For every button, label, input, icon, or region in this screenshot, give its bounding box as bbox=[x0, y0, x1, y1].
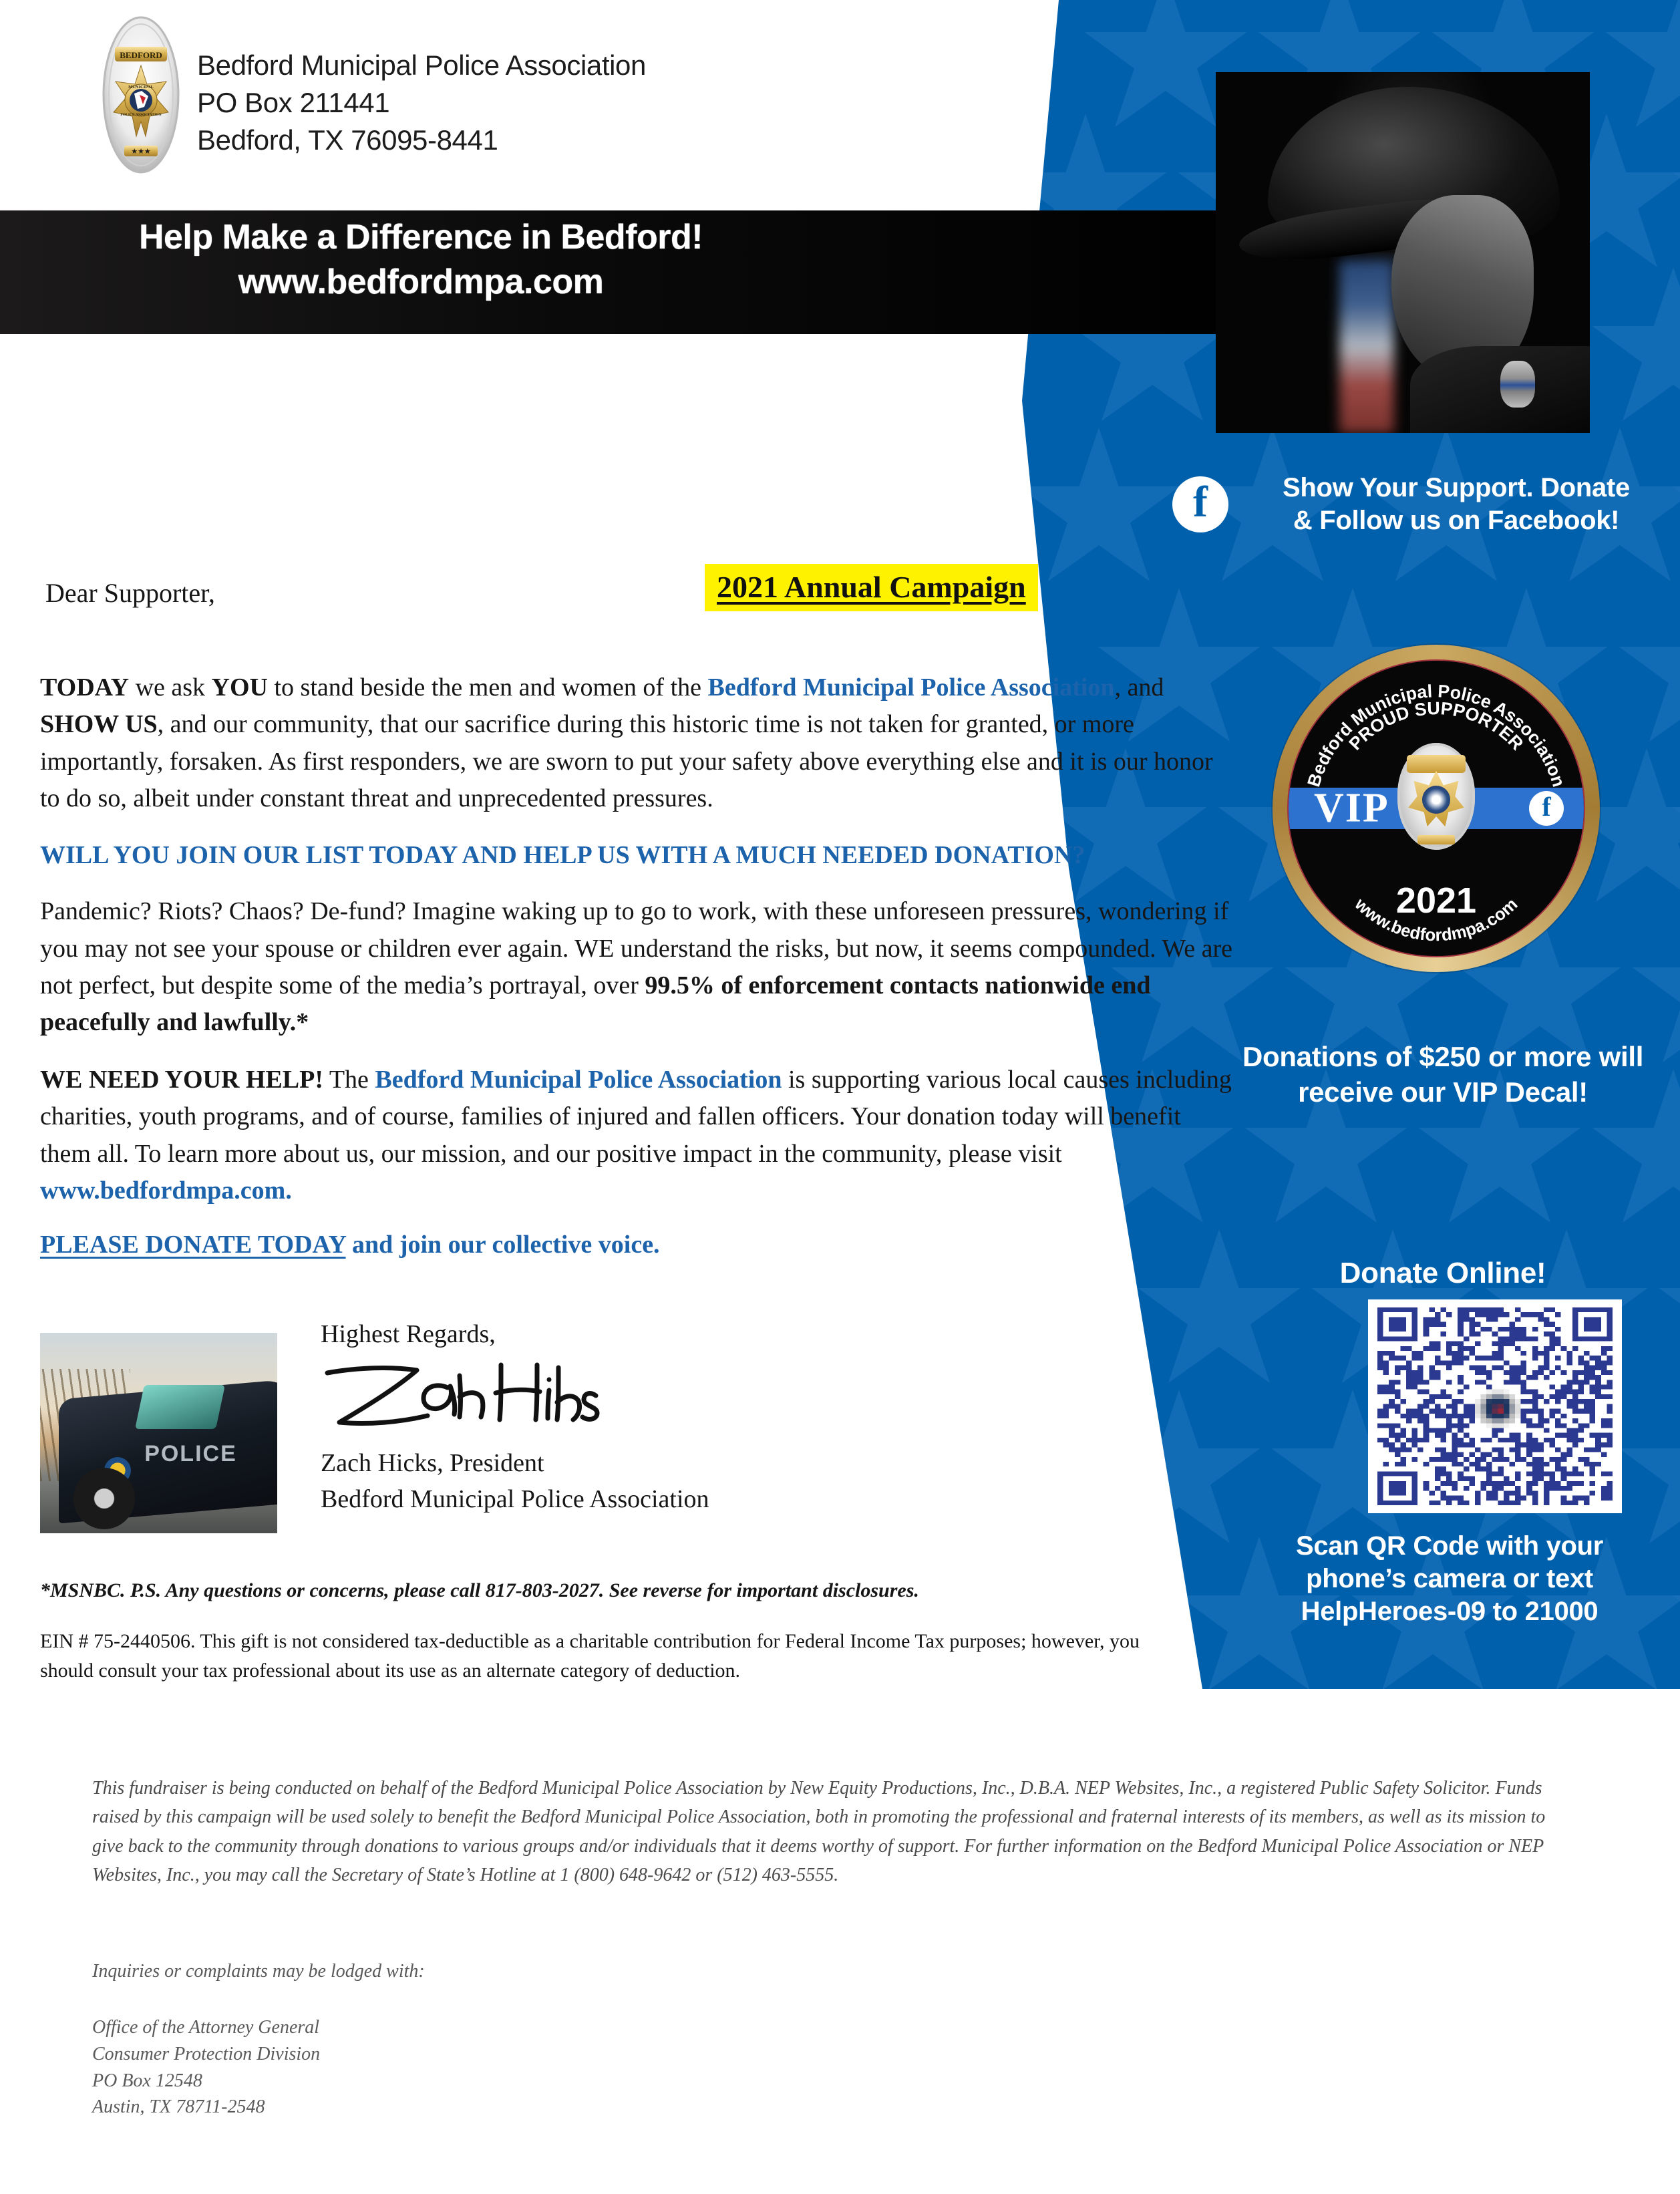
seal-arc-top-label: Bedford Municipal Police Association bbox=[1303, 681, 1569, 790]
signature-block bbox=[40, 1319, 908, 1547]
svg-text:MUNICIPAL: MUNICIPAL bbox=[128, 85, 154, 90]
banner-website[interactable]: www.bedfordmpa.com bbox=[238, 262, 604, 301]
p3-org-link[interactable]: Bedford Municipal Police Association bbox=[375, 1065, 782, 1094]
solicitor-disclosure: This fundraiser is being conducted on behalf of the Bedford Municipal Police Association by New Equity Productions, Inc., D.B.A. NEP Websites, Inc., a registered Public Safety Solicitor. Funds raised by this campaign will be used solely to benefit the Bedford Municipal Police Association, both in promoting the professional and fraternal interests of its members, as well as its mission to give back to the community through donations to various groups and/or individuals that it deems worthy of support. For further information on the Bedford Municipal Police Association or NEP Websites, Inc., you may call the Secretary of State’s Hotline at 1 (800) 648-9642 or (512) 463-5555. bbox=[92, 1778, 1546, 1886]
signer-name-title: Zach Hicks, President bbox=[321, 1449, 544, 1477]
seal-arc-bottom-label: www.bedfordmpa.com bbox=[1351, 895, 1522, 945]
facebook-cta-text bbox=[1246, 472, 1667, 537]
ag-po-box: PO Box 12548 bbox=[92, 2070, 202, 2091]
ein-tax-notice: EIN # 75-2440506. This gift is not considered tax-deductible as a charitable contribution for Federal Income Tax purposes; however, you should consult your tax professional about its use as an alternate category of deduction. bbox=[40, 1630, 1140, 1682]
decorative-star bbox=[1670, 1537, 1680, 1689]
facebook-icon[interactable] bbox=[1172, 476, 1228, 532]
letter-body bbox=[40, 570, 1236, 1259]
letterhead-city-state-zip: Bedford, TX 76095-8441 bbox=[197, 124, 498, 156]
donation-callout: WILL YOU JOIN OUR LIST TODAY AND HELP US WITH A MUCH NEEDED DONATION? bbox=[40, 840, 1085, 869]
ag-division: Consumer Protection Division bbox=[92, 2043, 321, 2064]
p1-we-ask: we ask bbox=[129, 673, 212, 701]
decorative-star bbox=[1096, 1390, 1263, 1557]
svg-text:★★★: ★★★ bbox=[131, 148, 151, 156]
attorney-general-address bbox=[92, 2014, 320, 2121]
p1-and: , and bbox=[1114, 673, 1164, 701]
police-cruiser-photo bbox=[40, 1333, 277, 1533]
donation-qr-code[interactable] bbox=[1368, 1299, 1622, 1513]
vip-decal-seal bbox=[1273, 645, 1600, 972]
signer-org: Bedford Municipal Police Association bbox=[321, 1484, 709, 1513]
association-badge-logo bbox=[102, 15, 180, 175]
svg-text:Bedford Municipal Police Assoc bbox=[1303, 681, 1568, 789]
p1-today: TODAY bbox=[40, 673, 130, 701]
paragraph-two bbox=[40, 893, 1236, 1042]
salutation: Dear Supporter, bbox=[45, 578, 215, 608]
paragraph-three bbox=[40, 1062, 1236, 1210]
msnbc-footnote: *MSNBC. P.S. Any questions or concerns, please call 817-803-2027. See reverse for important disclosures. bbox=[40, 1579, 919, 1601]
facebook-cta-line2: & Follow us on Facebook! bbox=[1293, 506, 1620, 535]
svg-text:BEDFORD: BEDFORD bbox=[120, 50, 162, 60]
ag-city-state-zip: Austin, TX 78711-2548 bbox=[92, 2096, 265, 2118]
american-flag-blur bbox=[1339, 260, 1394, 433]
letterhead-po-box: PO Box 211441 bbox=[197, 86, 390, 118]
please-donate-today: PLEASE DONATE TODAY bbox=[40, 1230, 346, 1259]
banner-text-block bbox=[0, 215, 842, 304]
decorative-star bbox=[1015, 428, 1182, 595]
p1-org-link[interactable]: Bedford Municipal Police Association bbox=[707, 673, 1115, 701]
cruiser-police-lettering: POLICE bbox=[144, 1441, 237, 1466]
banner-headline: Help Make a Difference in Bedford! bbox=[138, 218, 703, 257]
seal-arc-text-top bbox=[1289, 661, 1584, 956]
donate-online-heading: Donate Online! bbox=[1339, 1257, 1546, 1289]
decorative-star bbox=[1617, 588, 1680, 755]
paragraph-one bbox=[40, 669, 1236, 818]
seal-year: 2021 bbox=[1395, 881, 1477, 921]
seal-vip-label: VIP bbox=[1314, 785, 1389, 831]
facebook-glyph: f bbox=[1193, 478, 1208, 526]
ag-office: Office of the Attorney General bbox=[92, 2017, 320, 2038]
seal-inner-disc bbox=[1287, 659, 1585, 957]
decorative-star bbox=[1657, 1229, 1680, 1396]
collective-voice: and join our collective voice. bbox=[345, 1230, 660, 1259]
p3-need-help: WE NEED YOUR HELP! bbox=[40, 1065, 324, 1094]
shoulder-patch bbox=[1500, 361, 1535, 408]
p1-show-us: SHOW US bbox=[40, 710, 158, 739]
seal-facebook-glyph: f bbox=[1542, 792, 1551, 822]
svg-text:POLICE ASSOCIATION: POLICE ASSOCIATION bbox=[120, 113, 162, 117]
p1-you: YOU bbox=[211, 673, 268, 701]
p2-stat: 99.5% of enforcement contacts nationwide end peacefully and lawfully.* bbox=[40, 971, 1151, 1037]
p1-rest: , and our community, that our sacrifice during this historic time is not taken for granted, or more importantly, forsaken. As first responders, we are sworn to put your safety above everything else and it is our honor to do so, albeit under constant threat and unprecedented pressures. bbox=[40, 710, 1213, 813]
letterhead-address-block bbox=[197, 47, 646, 159]
p3-the: The bbox=[323, 1065, 375, 1094]
p3-website-link[interactable]: www.bedfordmpa.com. bbox=[40, 1177, 292, 1205]
signature-text-group bbox=[321, 1319, 895, 1518]
decorative-star bbox=[1670, 114, 1680, 281]
letterhead-org: Bedford Municipal Police Association bbox=[197, 49, 646, 81]
cruiser-wheel bbox=[73, 1468, 135, 1529]
vip-decal-note: Donations of $250 or more will receive our VIP Decal! bbox=[1242, 1041, 1644, 1108]
svg-text:www.bedfordmpa.com bbox=[1351, 895, 1521, 945]
regards-line: Highest Regards, bbox=[321, 1320, 496, 1348]
inquiries-heading: Inquiries or complaints may be lodged with: bbox=[92, 1961, 425, 1982]
facebook-cta-line1: Show Your Support. Donate bbox=[1283, 473, 1630, 503]
campaign-badge: 2021 Annual Campaign bbox=[705, 564, 1038, 611]
please-donate-line bbox=[40, 1230, 1236, 1259]
decorative-star bbox=[1603, 0, 1680, 140]
officer-silhouette-photo bbox=[1216, 72, 1590, 433]
decorative-star bbox=[1590, 267, 1680, 434]
seal-arc-sub-label: PROUD SUPPORTER bbox=[1345, 698, 1528, 754]
scan-qr-instructions: Scan QR Code with your phone’s camera or text HelpHeroes-09 to 21000 bbox=[1295, 1531, 1604, 1627]
p1-stand: to stand beside the men and women of the bbox=[267, 673, 708, 701]
handwritten-signature bbox=[317, 1353, 631, 1433]
facebook-cta-row[interactable] bbox=[1172, 461, 1667, 548]
p3-body: is supporting various local causes including charities, youth programs, and of course, families of injured and fallen officers. Your donation today will benefit them all. To learn more about us, our mission, and our positive impact in the community, please visit bbox=[40, 1065, 1232, 1168]
decorative-star bbox=[1670, 428, 1680, 595]
p2-lead: Pandemic? Riots? Chaos? De-fund? Imagine waking up to go to work, with these unforeseen pressures, wondering if you may not see your spouse or children ever again. WE understand the risks, but now, it seems compounded. We are not perfect, but despite some of the media’s portrayal, over bbox=[40, 897, 1232, 999]
cruiser-window bbox=[135, 1385, 225, 1429]
qr-code-canvas[interactable] bbox=[1377, 1307, 1613, 1505]
